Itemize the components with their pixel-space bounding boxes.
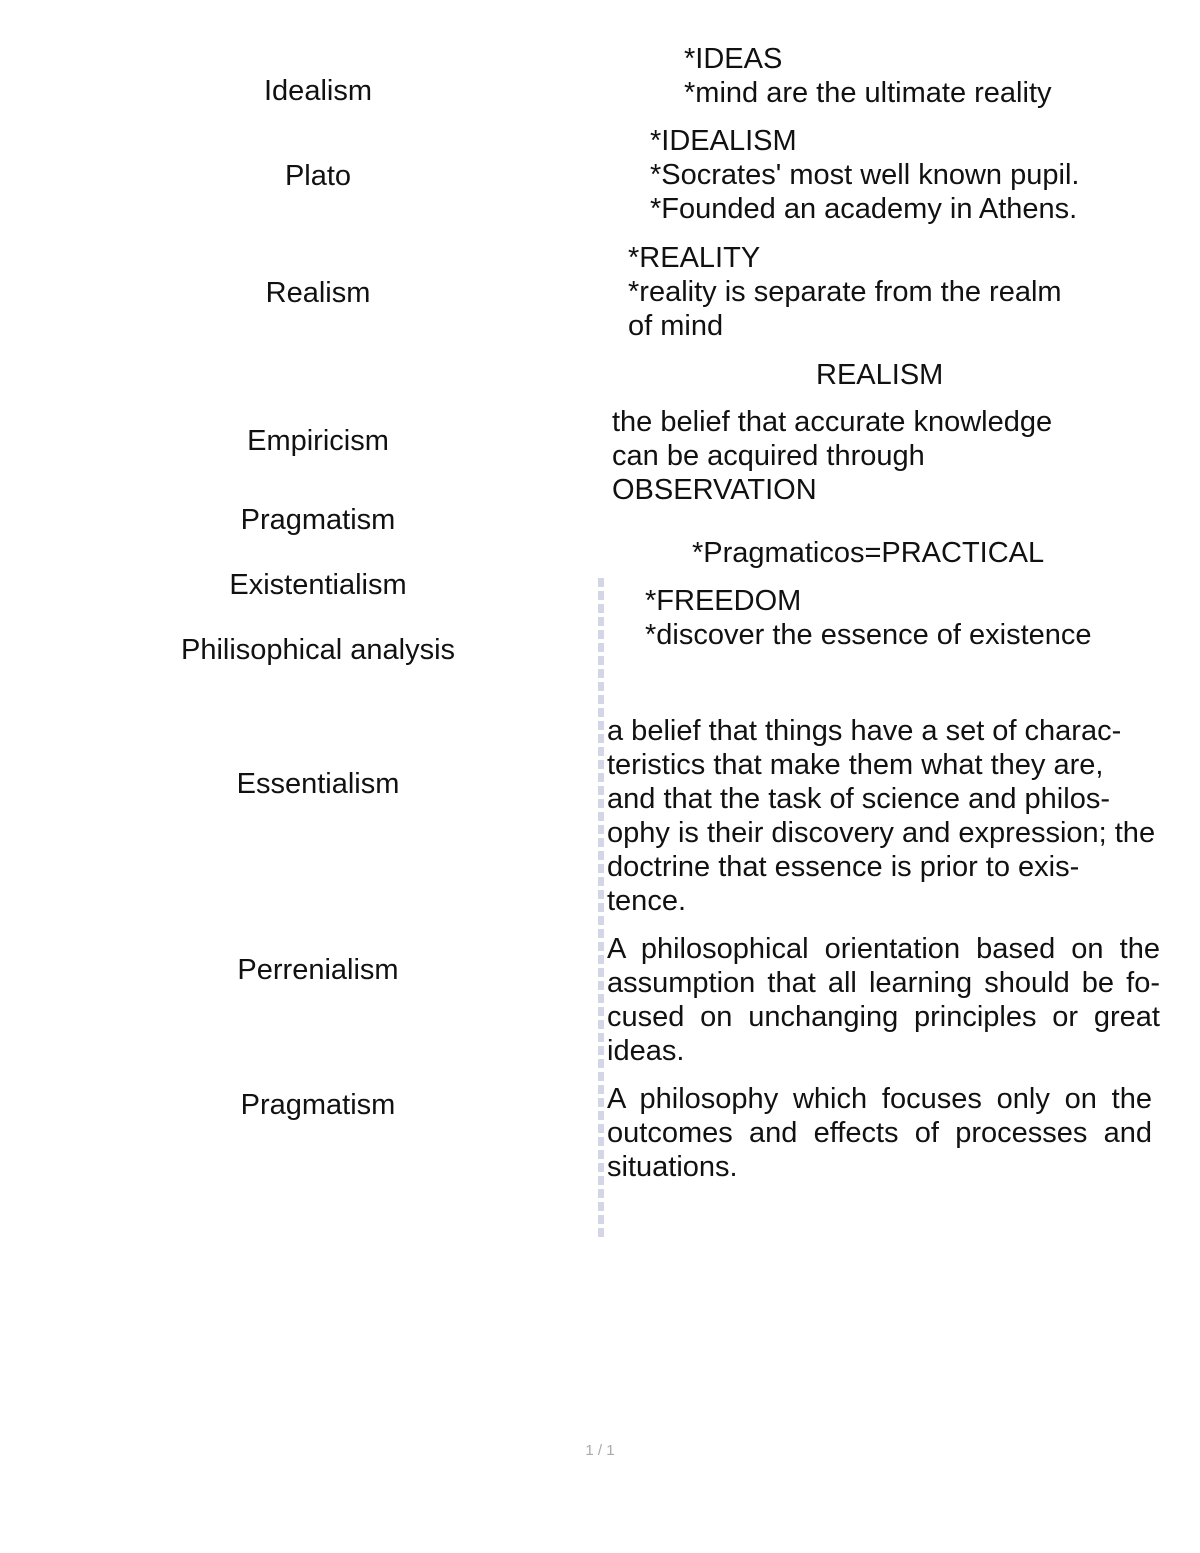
definition-line: *reality is separate from the realm <box>628 276 1062 308</box>
term-pragmatism: Pragmatism <box>240 504 396 536</box>
term-realism: Realism <box>265 277 371 309</box>
term-perrenialism: Perrenialism <box>237 954 399 986</box>
definition-pragmatism-2: A philosophy which focuses only on the outcomes and effects of processes and situations. <box>607 1083 1152 1183</box>
definition-line: *mind are the ultimate reality <box>684 77 1052 109</box>
term-essentialism: Essentialism <box>236 768 400 800</box>
term-pragmatism-2: Pragmatism <box>240 1089 396 1121</box>
definition-perrenialism: A philosophical orientation based on the assumption that all learning should be fo- cused on unchanging principles or great ideas. <box>607 933 1160 1067</box>
definition-line: OBSERVATION <box>612 474 817 506</box>
term-philosophical-analysis: Philisophical analysis <box>180 634 456 666</box>
page-indicator: 1 / 1 <box>585 1442 615 1459</box>
definition-essentialism: a belief that things have a set of charac- teristics that make them what they are, and that the task of science and philos- ophy is their discovery and expression; the doctrine that essence is prior to exis- tence. <box>607 715 1156 917</box>
definition-line: *IDEAS <box>684 43 783 75</box>
definition-idealism <box>684 42 1052 110</box>
definition-realism <box>628 241 1062 343</box>
definition-pragmatism: *Pragmaticos=PRACTICAL <box>692 537 1045 569</box>
definition-line: can be acquired through <box>612 440 925 472</box>
definition-plato <box>650 124 1079 226</box>
term-existentialism: Existentialism <box>229 569 407 601</box>
definition-empiricism <box>612 405 1052 507</box>
column-divider <box>598 578 604 1238</box>
definition-existentialism <box>645 584 1092 652</box>
definition-line: of mind <box>628 310 724 342</box>
definition-line: *FREEDOM <box>645 585 802 617</box>
realism-heading: REALISM <box>816 359 944 391</box>
term-plato: Plato <box>284 160 352 192</box>
definition-line: the belief that accurate knowledge <box>612 406 1053 438</box>
definition-line: *REALITY <box>628 242 761 274</box>
term-idealism: Idealism <box>264 75 372 107</box>
definition-line: *Founded an academy in Athens. <box>650 193 1078 225</box>
definition-line: *Socrates' most well known pupil. <box>650 159 1080 191</box>
definition-line: *discover the essence of existence <box>645 619 1092 651</box>
definition-line: *IDEALISM <box>650 125 797 157</box>
term-empiricism: Empiricism <box>247 425 389 457</box>
